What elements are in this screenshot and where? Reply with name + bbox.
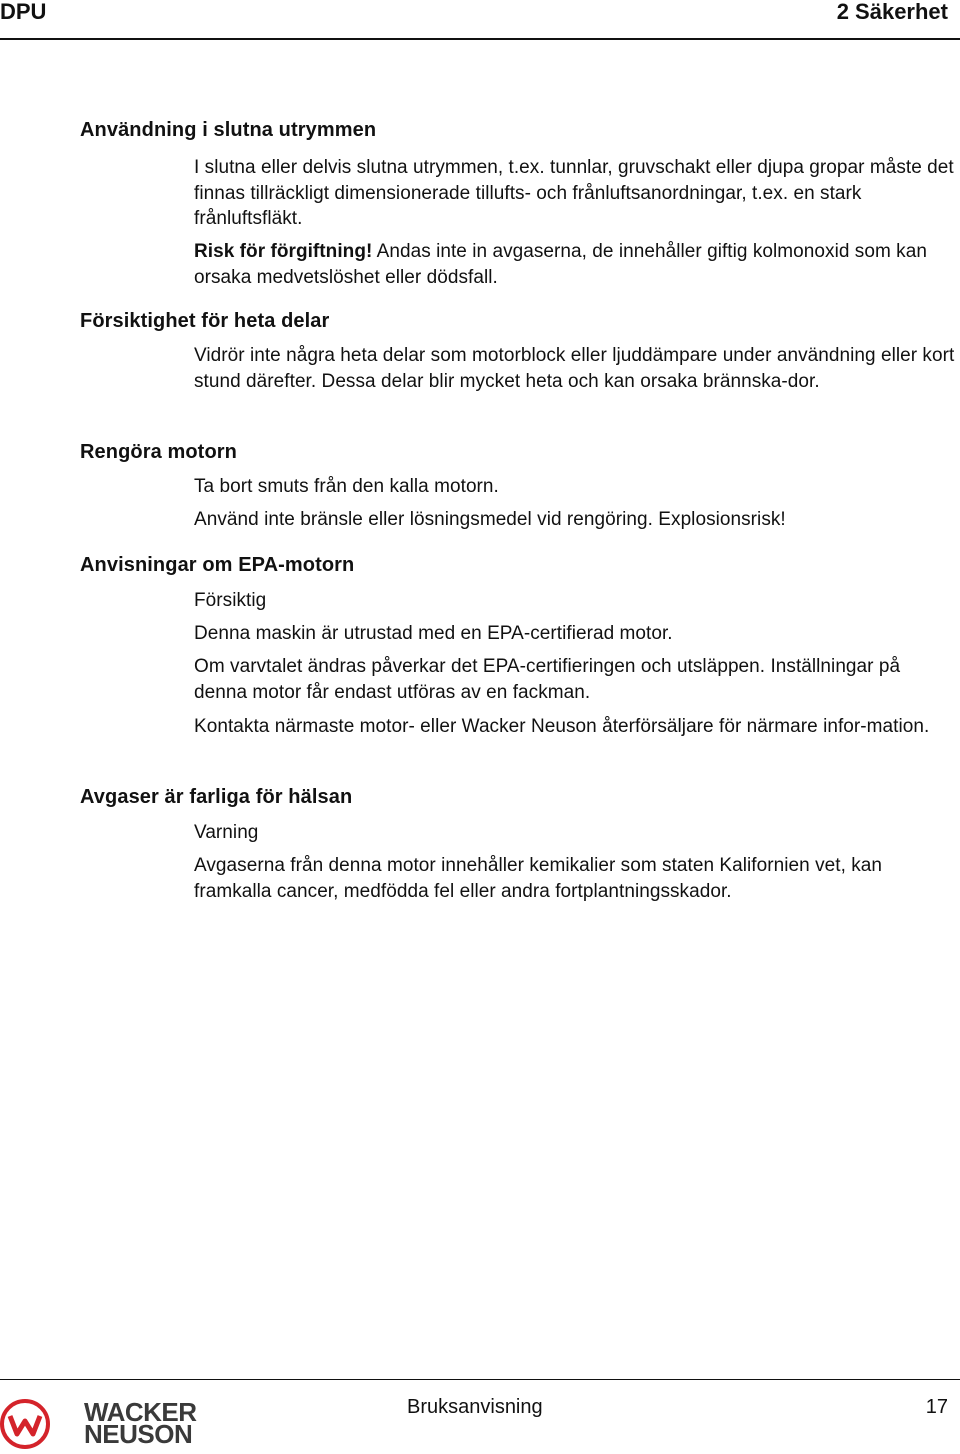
wacker-neuson-logo: [0, 1397, 197, 1454]
paragraph-no-fuel-cleaning: Använd inte bränsle eller lösningsmedel vid rengöring. Explosionsrisk!: [194, 509, 786, 530]
paragraph-california: Avgaserna från denna motor innehåller kemikalier som staten Kalifornien vet, kan framkalla cancer, medfödda fel eller andra fortplantningsskador.: [194, 855, 883, 902]
heading-hot-parts: Försiktighet för heta delar: [80, 310, 330, 332]
logo-word-neuson: NEUSON: [84, 1419, 193, 1449]
logo-word-wacker: WACKER: [84, 1397, 197, 1427]
header-chapter: 2 Säkerhet: [836, 0, 948, 24]
caution-label: Försiktig: [194, 590, 267, 611]
paragraph-epa-certified: Denna maskin är utrustad med en EPA-certifierad motor.: [194, 623, 673, 644]
paragraph-contact-dealer: Kontakta närmaste motor- eller Wacker Neuson återförsäljare för närmare infor-mation.: [194, 716, 930, 737]
header-doc-code: DPU: [0, 0, 47, 24]
poisoning-risk-text: Andas inte in avgaserna, de innehåller giftig kolmonoxid som kan orsaka medvetslöshet eller dödsfall.: [194, 241, 927, 288]
paragraph-ventilation: I slutna eller delvis slutna utrymmen, t.ex. tunnlar, gruvschakt eller djupa gropar måste det finnas tillräckligt dimensionerade tillufts- och frånluftsanordningar, t.ex. en stark frånluftsfläkt.: [194, 157, 954, 229]
paragraph-poisoning-risk: [194, 239, 958, 290]
heading-exhaust-health: Avgaser är farliga för hälsan: [80, 786, 353, 808]
heading-epa-engine: Anvisningar om EPA-motorn: [80, 554, 355, 576]
heading-closed-spaces: Användning i slutna utrymmen: [80, 119, 377, 141]
paragraph-hot-parts: Vidrör inte några heta delar som motorblock eller ljuddämpare under användning eller kort stund därefter. Dessa delar blir mycket heta och kan orsaka brännska-dor.: [194, 345, 955, 392]
footer-divider: [0, 1379, 960, 1380]
heading-clean-engine: Rengöra motorn: [80, 441, 237, 463]
poisoning-risk-label: Risk för förgiftning!: [194, 241, 373, 262]
paragraph-remove-dirt: Ta bort smuts från den kalla motorn.: [194, 476, 499, 497]
warning-label: Varning: [194, 822, 259, 843]
paragraph-rpm-change: Om varvtalet ändras påverkar det EPA-certifieringen och utsläppen. Inställningar på denna motor får endast utföras av en fackman.: [194, 656, 901, 703]
wacker-neuson-emblem-icon: [0, 1399, 50, 1449]
page-number: 17: [925, 1396, 948, 1418]
header-divider: [0, 38, 960, 40]
footer-title: Bruksanvisning: [407, 1396, 543, 1418]
